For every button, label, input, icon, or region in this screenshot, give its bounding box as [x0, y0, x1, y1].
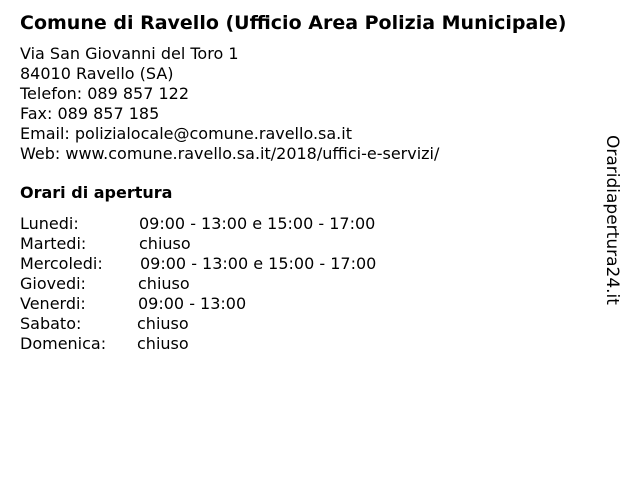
- website-url: Web: www.comune.ravello.sa.it/2018/uffici-e-servizi/: [20, 144, 440, 163]
- day-label: Martedi:: [20, 234, 87, 253]
- opening-hours-heading: Orari di apertura: [20, 183, 173, 202]
- day-label: Domenica:: [20, 334, 107, 353]
- address-street: Via San Giovanni del Toro 1: [20, 44, 239, 63]
- day-label: Venerdi:: [20, 294, 86, 313]
- day-label: Giovedi:: [20, 274, 86, 293]
- phone-number: Telefon: 089 857 122: [20, 84, 190, 103]
- time-value: 09:00 - 13:00 e 15:00 - 17:00: [140, 254, 377, 273]
- time-value: 09:00 - 13:00: [138, 294, 247, 313]
- site-watermark: Oraridiapertura24.it: [602, 135, 622, 305]
- time-value: chiuso: [139, 234, 191, 253]
- page-title: Comune di Ravello (Ufficio Area Polizia Municipale): [20, 12, 567, 34]
- fax-number: Fax: 089 857 185: [20, 104, 160, 123]
- contact-info: [20, 44, 439, 164]
- address-city: 84010 Ravello (SA): [20, 64, 174, 83]
- email-address: Email: polizialocale@comune.ravello.sa.it: [20, 124, 352, 143]
- day-label: Lunedi:: [20, 214, 79, 233]
- time-value: chiuso: [138, 274, 190, 293]
- time-value: 09:00 - 13:00 e 15:00 - 17:00: [139, 214, 376, 233]
- day-label: Mercoledi:: [20, 254, 103, 273]
- time-value: chiuso: [137, 314, 189, 333]
- time-value: chiuso: [137, 334, 189, 353]
- day-label: Sabato:: [20, 314, 82, 333]
